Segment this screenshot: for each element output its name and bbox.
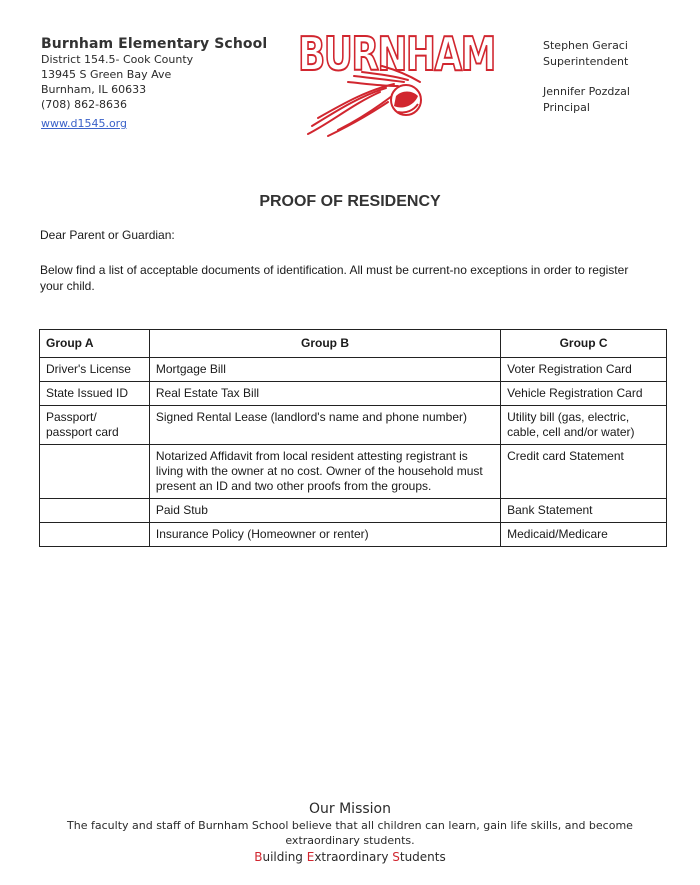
motto-word: uilding bbox=[262, 850, 307, 864]
table-row bbox=[40, 523, 667, 547]
mission-text: The faculty and staff of Burnham School believe that all children can learn, gain life skills, and become extraordinary students. bbox=[67, 819, 633, 847]
street-address: 13945 S Green Bay Ave bbox=[41, 68, 172, 81]
table-cell: Utility bill (gas, electric, cable, cell and/or water) bbox=[501, 406, 667, 445]
table-cell: Driver's License bbox=[40, 358, 150, 382]
table-cell: Credit card Statement bbox=[501, 445, 667, 499]
table-cell: Insurance Policy (Homeowner or renter) bbox=[149, 523, 500, 547]
city-address: Burnham, IL 60633 bbox=[41, 83, 147, 96]
table-cell: State Issued ID bbox=[40, 382, 150, 406]
table-row bbox=[40, 499, 667, 523]
table-header-row bbox=[40, 330, 667, 358]
table-cell bbox=[40, 445, 150, 499]
document-title: PROOF OF RESIDENCY bbox=[259, 193, 441, 210]
table-cell: Medicaid/Medicare bbox=[501, 523, 667, 547]
table-row bbox=[40, 358, 667, 382]
table-cell: Real Estate Tax Bill bbox=[149, 382, 500, 406]
documents-table bbox=[39, 329, 667, 547]
motto-initial: S bbox=[392, 850, 400, 864]
mission-footer bbox=[0, 800, 700, 866]
intro-paragraph: Below find a list of acceptable documents of identification. All must be current-no exceptions in order to register your child. bbox=[40, 263, 629, 293]
superintendent-name: Stephen Geraci bbox=[543, 39, 628, 52]
table-cell: Paid Stub bbox=[149, 499, 500, 523]
flaming-ball-icon bbox=[298, 26, 495, 142]
motto bbox=[0, 848, 700, 866]
superintendent-title: Superintendent bbox=[543, 55, 629, 68]
burnham-logo bbox=[298, 26, 495, 142]
table-row bbox=[40, 382, 667, 406]
table-cell: Mortgage Bill bbox=[149, 358, 500, 382]
motto-initial: B bbox=[254, 850, 263, 864]
table-cell: Bank Statement bbox=[501, 499, 667, 523]
school-info bbox=[41, 36, 267, 131]
logo-wordmark: BURNHAM bbox=[298, 27, 495, 81]
mission-title: Our Mission bbox=[309, 801, 391, 817]
motto-initial: E bbox=[306, 850, 315, 864]
table-cell: Voter Registration Card bbox=[501, 358, 667, 382]
school-name: Burnham Elementary School bbox=[41, 36, 268, 52]
phone-number: (708) 862-8636 bbox=[41, 98, 128, 111]
header-group-c: Group C bbox=[501, 330, 667, 358]
header-group-b: Group B bbox=[149, 330, 500, 358]
letterhead bbox=[0, 0, 700, 150]
greeting: Dear Parent or Guardian: bbox=[40, 228, 175, 242]
website-link[interactable]: www.d1545.org bbox=[41, 117, 127, 130]
header-group-a: Group A bbox=[40, 330, 150, 358]
table-row bbox=[40, 406, 667, 445]
principal-title: Principal bbox=[543, 101, 590, 114]
motto-word: xtraordinary bbox=[314, 850, 393, 864]
district: District 154.5- Cook County bbox=[41, 53, 194, 66]
table-cell: Vehicle Registration Card bbox=[501, 382, 667, 406]
table-cell: Passport/ passport card bbox=[40, 406, 150, 445]
table-cell: Notarized Affidavit from local resident attesting registrant is living with the owner at no cost. Owner of the household must present an ID and two other proofs from the groups. bbox=[149, 445, 500, 499]
table-row bbox=[40, 445, 667, 499]
table-cell bbox=[40, 499, 150, 523]
motto-word: tudents bbox=[399, 850, 446, 864]
table-cell: Signed Rental Lease (landlord's name and phone number) bbox=[149, 406, 500, 445]
table-cell bbox=[40, 523, 150, 547]
administration-info bbox=[543, 38, 630, 116]
principal-name: Jennifer Pozdzal bbox=[543, 85, 630, 98]
